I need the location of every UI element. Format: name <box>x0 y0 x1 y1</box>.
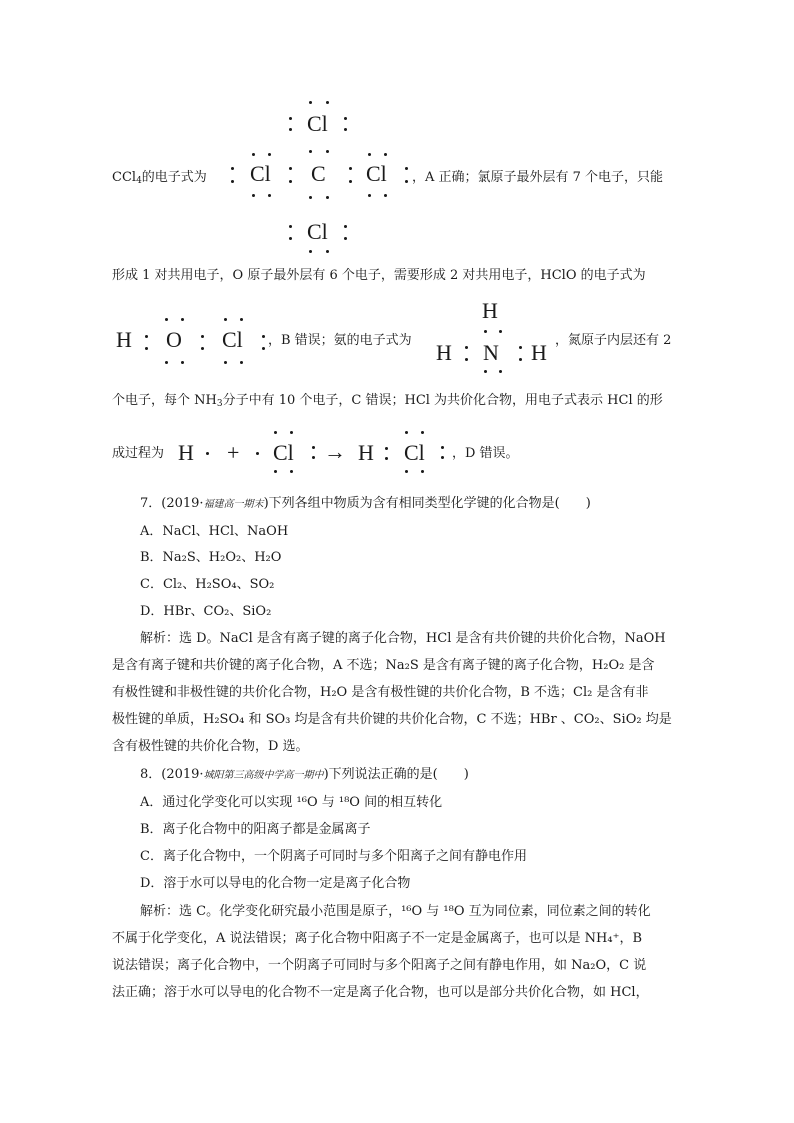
electron-dot <box>240 318 243 321</box>
electron-dot <box>262 335 265 338</box>
hclo-o: O <box>166 327 182 352</box>
electron-dot <box>289 167 292 170</box>
q8-option-d: D．溶于水可以导电的化合物一定是离子化合物 <box>140 876 411 891</box>
electron-dot <box>441 456 444 459</box>
nh3-top-h: H <box>482 298 498 323</box>
q7-explanation-1: 解析：选 D。NaCl 是含有离子键的离子化合物，HCl 是含有共价键的共价化合物，NaOH <box>140 631 666 646</box>
q8-explanation-3: 说法错误；离子化合物中，一个阴离子可同时与多个阳离子之间有静电作用，如 Na₂O，C 说 <box>112 958 647 973</box>
hcl-conclusion: ，D 错误。 <box>452 446 519 461</box>
plus-sign: + <box>227 440 240 465</box>
electron-dot <box>165 361 168 364</box>
electron-dot <box>240 361 243 364</box>
hcl-formation-intro: 成过程为 <box>112 446 165 461</box>
electron-dot <box>201 347 204 350</box>
nh3-conclusion: ，氮原子内层还有 2 <box>555 333 672 348</box>
ccl4-right-cl: Cl <box>366 161 387 186</box>
electron-dot <box>465 346 468 349</box>
nh3-left-h: H <box>436 340 452 365</box>
electron-dot <box>344 225 347 228</box>
ccl4-center-c: C <box>311 161 326 186</box>
electron-dot <box>290 470 293 473</box>
electron-dot <box>289 225 292 228</box>
hclo-cl: Cl <box>222 327 243 352</box>
ccl4-intro: CCl$_4$的电子式为 <box>112 170 207 186</box>
ccl4-top-cl: Cl <box>307 111 328 136</box>
hclo-h: H <box>116 327 132 352</box>
electron-dot <box>499 370 502 373</box>
q7-explanation-4: 极性键的单质，H₂SO₄ 和 SO₃ 均是含有共价键的共价化合物，C 不选；HBr 、CO₂、SiO₂ 均是 <box>112 712 672 727</box>
electron-dot <box>484 330 487 333</box>
electron-dot <box>268 194 271 197</box>
electron-dot <box>326 250 329 253</box>
electron-dot <box>441 446 444 449</box>
electron-dot <box>309 101 312 104</box>
electron-dot <box>421 431 424 434</box>
electron-dot <box>405 167 408 170</box>
electron-dot <box>252 153 255 156</box>
electron-dot <box>405 431 408 434</box>
hclo-conclusion: ，B 错误；氨的电子式为 <box>268 333 412 348</box>
q7-explanation-5: 含有极性键的共价化合物，D 选。 <box>112 739 309 754</box>
q7-option-a: A．NaCl、HCl、NaOH <box>140 524 289 539</box>
electron-dot <box>309 250 312 253</box>
electron-dot <box>326 196 329 199</box>
electron-dot <box>309 150 312 153</box>
electron-dot <box>344 128 347 131</box>
electron-dot <box>309 196 312 199</box>
electron-dot <box>368 153 371 156</box>
electron-dot <box>519 358 522 361</box>
q7-explanation-3: 有极性键和非极性键的共价化合物，H₂O 是含有极性键的共价化合物，B 不选；Cl₂ 是含有非 <box>112 685 649 700</box>
electron-dot <box>145 347 148 350</box>
electron-dot <box>344 237 347 240</box>
electron-dot <box>224 361 227 364</box>
q7-stem: 7．(2019·福建高一期末)下列各组中物质为含有相同类型化学键的化合物是( ) <box>140 496 591 511</box>
electron-dot <box>145 335 148 338</box>
electron-dot <box>290 431 293 434</box>
electron-dot <box>289 128 292 131</box>
electron-dot <box>165 318 168 321</box>
electron-dot <box>312 446 315 449</box>
nh3-right-h: H <box>531 340 547 365</box>
electron-dot <box>181 361 184 364</box>
hcl-cl-atom: Cl <box>273 440 294 465</box>
electron-dot <box>289 237 292 240</box>
electron-dot <box>368 194 371 197</box>
q8-option-c: C．离子化合物中，一个阴离子可同时与多个阳离子之间有静电作用 <box>140 849 527 864</box>
electron-dot <box>385 457 388 460</box>
electron-dot <box>181 318 184 321</box>
electron-dot <box>484 370 487 373</box>
ccl4-left-cl: Cl <box>250 161 271 186</box>
electron-dot <box>312 456 315 459</box>
electron-dot <box>206 452 209 455</box>
q7-option-b: B．Na₂S、H₂O₂、H₂O <box>140 550 282 565</box>
electron-dot <box>344 117 347 120</box>
q8-explanation-1: 解析：选 C。化学变化研究最小范围是原子，¹⁶O 与 ¹⁸O 互为同位素，同位素之间的转化 <box>140 904 651 919</box>
electron-dot <box>274 431 277 434</box>
electron-dot <box>231 167 234 170</box>
hcl-product-h: H <box>358 440 374 465</box>
q7-option-d: D．HBr、CO₂、SiO₂ <box>140 604 272 619</box>
electron-dot <box>405 470 408 473</box>
q7-explanation-2: 是含有离子键和共价键的离子化合物，A 不选；Na₂S 是含有离子键的离子化合物，H₂O₂ 是含 <box>112 658 655 673</box>
electron-dot <box>274 470 277 473</box>
electron-dot <box>201 335 204 338</box>
ccl4-bottom-cl: Cl <box>307 219 328 244</box>
electron-dot <box>268 153 271 156</box>
electron-dot <box>289 117 292 120</box>
electron-dot <box>289 180 292 183</box>
q8-option-a: A．通过化学变化可以实现 ¹⁶O 与 ¹⁸O 间的相互转化 <box>140 795 443 810</box>
electron-dot <box>499 330 502 333</box>
hcl-h-atom: H <box>178 440 194 465</box>
electron-dot <box>349 180 352 183</box>
q8-stem: 8．(2019·城阳第三高级中学高一期中)下列说法正确的是( ) <box>140 767 469 782</box>
electron-dot <box>384 153 387 156</box>
q8-explanation-2: 不属于化学变化，A 说法错误；离子化合物中阳离子不一定是金属离子，也可以是 NH₄⁺，B <box>112 931 642 946</box>
electron-dot <box>224 318 227 321</box>
electron-dot <box>262 347 265 350</box>
electron-dot <box>349 167 352 170</box>
electron-dot <box>519 346 522 349</box>
electron-dot <box>326 150 329 153</box>
electron-dot <box>326 101 329 104</box>
electron-dot <box>421 470 424 473</box>
q8-option-b: B．离子化合物中的阳离子都是金属离子 <box>140 822 371 837</box>
paragraph-hclo: 形成 1 对共用电子，O 原子最外层有 6 个电子，需要形成 2 对共用电子，HClO 的电子式为 <box>112 268 646 283</box>
arrow: → <box>324 439 346 464</box>
q7-option-c: C．Cl₂、H₂SO₄、SO₂ <box>140 577 275 592</box>
electron-dot <box>385 447 388 450</box>
hcl-product-cl: Cl <box>404 440 425 465</box>
nh3-center-n: N <box>483 340 499 365</box>
electron-dot <box>405 180 408 183</box>
q8-explanation-4: 法正确；溶于水可以导电的化合物不一定是离子化合物，也可以是部分共价化合物，如 HCl， <box>112 985 649 1000</box>
ccl4-conclusion: ，A 正确；氯原子最外层有 7 个电子，只能 <box>412 170 664 185</box>
electron-dot <box>465 358 468 361</box>
electron-dot <box>384 194 387 197</box>
electron-dot <box>256 452 259 455</box>
electron-dot <box>252 194 255 197</box>
paragraph-nh3-electrons: 个电子，每个 $NH_3$分子中有 10 个电子，C 错误；HCl 为共价化合物，用电子式表示 HCl 的形 <box>112 393 663 409</box>
electron-dot <box>231 180 234 183</box>
